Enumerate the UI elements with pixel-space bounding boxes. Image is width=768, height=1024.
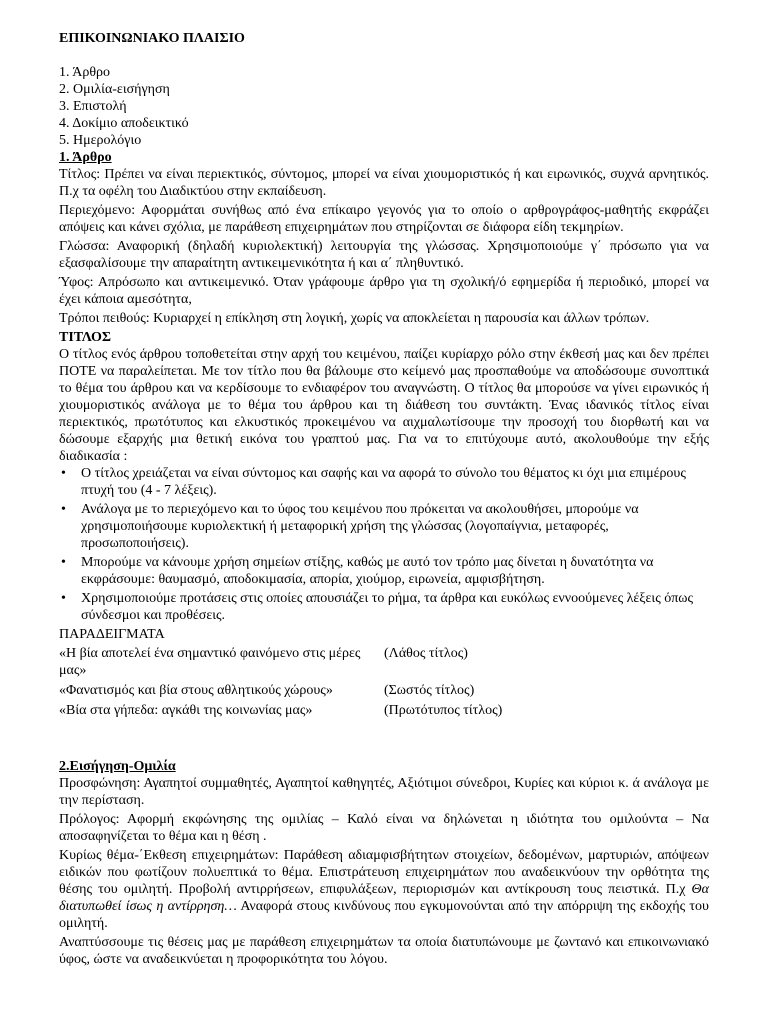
paragraph-address: Προσφώνηση: Αγαπητοί συμμαθητές, Αγαπητοί καθηγητές, Αξιότιμοι σύνεδροι, Κυρίες και κύριοι κ. ά ανάλογα με την περίσταση.: [59, 776, 709, 808]
list-item: [59, 465, 709, 499]
example-text: «Η βία αποτελεί ένα σημαντικό φαινόμενο στις μέρες μας»: [59, 646, 361, 678]
example-row: [59, 702, 709, 719]
bullet-icon: •: [61, 555, 66, 570]
example-row: [59, 682, 709, 699]
list-item-text: Μπορούμε να κάνουμε χρήση σημείων στίξης, καθώς με αυτό τον τρόπο μας δίνεται η δυνατότητα να εκφράσουμε: θαυμασμό, αποδοκιμασία, απορία, χιούμορ, ειρωνεία, αμφισβήτηση.: [81, 555, 654, 587]
paragraph-title-intro: Ο τίτλος ενός άρθρου τοποθετείται στην αρχή του κειμένου, παίζει κυρίαρχο ρόλο στην έκθεσή μας και δεν πρέπει ΠΟΤΕ να παραλείπεται. Με τον τίτλο που θα βάλουμε στο κείμενό μας προσπαθούμε να αποδώσουμε συνοπτικά το θέμα του άρθρου και να κερδίσουμε το ενδιαφέρον του αναγνώστη. Ο τίτλος θα μπορούσε να γίνει ειρωνικός ή χιουμοριστικός ανάλογα με το θέμα του άρθρου και τη διάθεση του συντάκτη. Ένας ιδανικός τίτλος είναι περιεκτικός, πρωτότυπος και ελκυστικός προκειμένου να αιχμαλωτίσουμε την προσοχή του διορθωτή και να δώσουμε εξαρχής μια θετική εικόνα του γραπτού μας. Για να το επιτύχουμε αυτό, ακολουθούμε την εξής διαδικασία :: [59, 347, 709, 464]
section-heading-title: ΤΙΤΛΟΣ: [59, 330, 112, 345]
paragraph-development: Αναπτύσσουμε τις θέσεις μας με παράθεση επιχειρημάτων τα οποία διατυπώνουμε με ζωντανό και επικοινωνιακό ύφος, ώστε να αναδεικνύεται η προφορικότητα του λόγου.: [59, 935, 709, 967]
toc-item: 5. Ημερολόγιο: [59, 133, 142, 148]
section-heading-article: 1. Άρθρο: [59, 150, 112, 165]
example-verdict: (Σωστός τίτλος): [384, 683, 475, 698]
section-spacer: [59, 722, 709, 758]
list-item-text: Ανάλογα με το περιεχόμενο και το ύφος του κειμένου που πρόκειται να ακολουθήσει, μπορούμε να χρησιμοποιήσουμε κυριολεκτική ή μεταφορική χρήση της γλώσσας (λογοπαίγνια, μεταφορές, προσωποποιήσεις).: [81, 502, 639, 551]
bullet-icon: •: [61, 591, 66, 606]
main-body-italic: Θα διατυπωθεί ίσως η αντίρρηση…: [59, 882, 709, 914]
examples-heading: ΠΑΡΑΔΕΙΓΜΑΤΑ: [59, 627, 165, 642]
paragraph-title-rule: Τίτλος: Πρέπει να είναι περιεκτικός, σύντομος, μπορεί να είναι χιουμοριστικός ή και ειρωνικός, συχνά αρνητικός. Π.χ τα οφέλη του Διαδικτύου στην εκπαίδευση.: [59, 167, 709, 199]
document-title: ΕΠΙΚΟΙΝΩΝΙΑΚΟ ΠΛΑΙΣΙΟ: [59, 31, 245, 46]
paragraph-persuasion: Τρόποι πειθούς: Κυριαρχεί η επίκληση στη λογική, χωρίς να αποκλείεται η παρουσία και άλλων τρόπων.: [59, 311, 650, 326]
document-page: [59, 30, 709, 970]
toc-item: 4. Δοκίμιο αποδεικτικό: [59, 116, 189, 131]
bullet-icon: •: [61, 502, 66, 517]
toc-item: 1. Άρθρο: [59, 65, 111, 80]
paragraph-content: Περιεχόμενο: Αφορμάται συνήθως από ένα επίκαιρο γεγονός για το οποίο ο αρθρογράφος-μαθητής εκφράζει απόψεις και κάνει σχόλια, με παράθεση επιχειρημάτων που στηρίζονται σε διάφορα είδη τεκμηρίων.: [59, 203, 709, 235]
list-item-text: Χρησιμοποιούμε προτάσεις στις οποίες απουσιάζει το ρήμα, τα άρθρα και ευκόλως εννοούμενες λέξεις όπως σύνδεσμοι και προθέσεις.: [81, 591, 694, 623]
example-text: «Φανατισμός και βία στους αθλητικούς χώρους»: [59, 683, 333, 698]
list-item: [59, 590, 709, 624]
example-row: [59, 645, 709, 679]
paragraph-prologue: Πρόλογος: Αφορμή εκφώνησης της ομιλίας – Καλό είναι να δηλώνεται η ιδιότητα του ομιλούντα – Να αποσαφηνίζεται το θέμα και η θέση .: [59, 812, 709, 844]
example-verdict: (Πρωτότυπος τίτλος): [384, 703, 503, 718]
list-item: [59, 554, 709, 588]
paragraph-style: Ύφος: Απρόσωπο και αντικειμενικό. Όταν γράφουμε άρθρο για τη σχολική/ό εφημερίδα ή περιοδικό, μπορεί να έχει κάποια αμεσότητα,: [59, 275, 709, 307]
example-text: «Βία στα γήπεδα: αγκάθι της κοινωνίας μας»: [59, 703, 313, 718]
example-verdict: (Λάθος τίτλος): [384, 646, 468, 661]
main-body-text-a: Κυρίως θέμα-΄Εκθεση επιχειρημάτων: Παράθεση αδιαμφισβήτητων στοιχείων, δεδομένων, μαρτυριών, απόψεων ειδικών που φωτίζουν πολυεπτικά το θέμα. Επιστράτευση επιχειρημάτων που αναδεικνύουν την ορθότητα της θέσης του ομιλητή. Προβολή αντιρρήσεων, επιφυλάξεων, περιορισμών και αντίκρουση τους πειστικά. Π.χ: [59, 848, 709, 897]
list-item-text: Ο τίτλος χρειάζεται να είναι σύντομος και σαφής και να αφορά το σύνολο του θέματος κι όχι μια επιμέρους πτυχή του (4 - 7 λέξεις).: [81, 466, 686, 498]
bullet-list: [59, 465, 709, 624]
list-item: [59, 501, 709, 552]
section-heading-speech: 2.Εισήγηση-Ομιλία: [59, 759, 176, 774]
paragraph-language: Γλώσσα: Αναφορική (δηλαδή κυριολεκτική) λειτουργία της γλώσσας. Χρησιμοποιούμε γ΄ πρόσωπο για να εξασφαλίσουμε την απαραίτητη αντικειμενικότητα ή και α΄ πληθυντικό.: [59, 239, 709, 271]
table-of-contents: [59, 64, 709, 149]
main-body-text-b: Αναφορά στους κινδύνους που εγκυμονούνται από την απόρριψη της εκδοχής του ομιλητή.: [59, 899, 709, 931]
toc-item: 2. Ομιλία-εισήγηση: [59, 82, 170, 97]
bullet-icon: •: [61, 466, 66, 481]
paragraph-main-body: [59, 847, 709, 932]
toc-item: 3. Επιστολή: [59, 99, 127, 114]
